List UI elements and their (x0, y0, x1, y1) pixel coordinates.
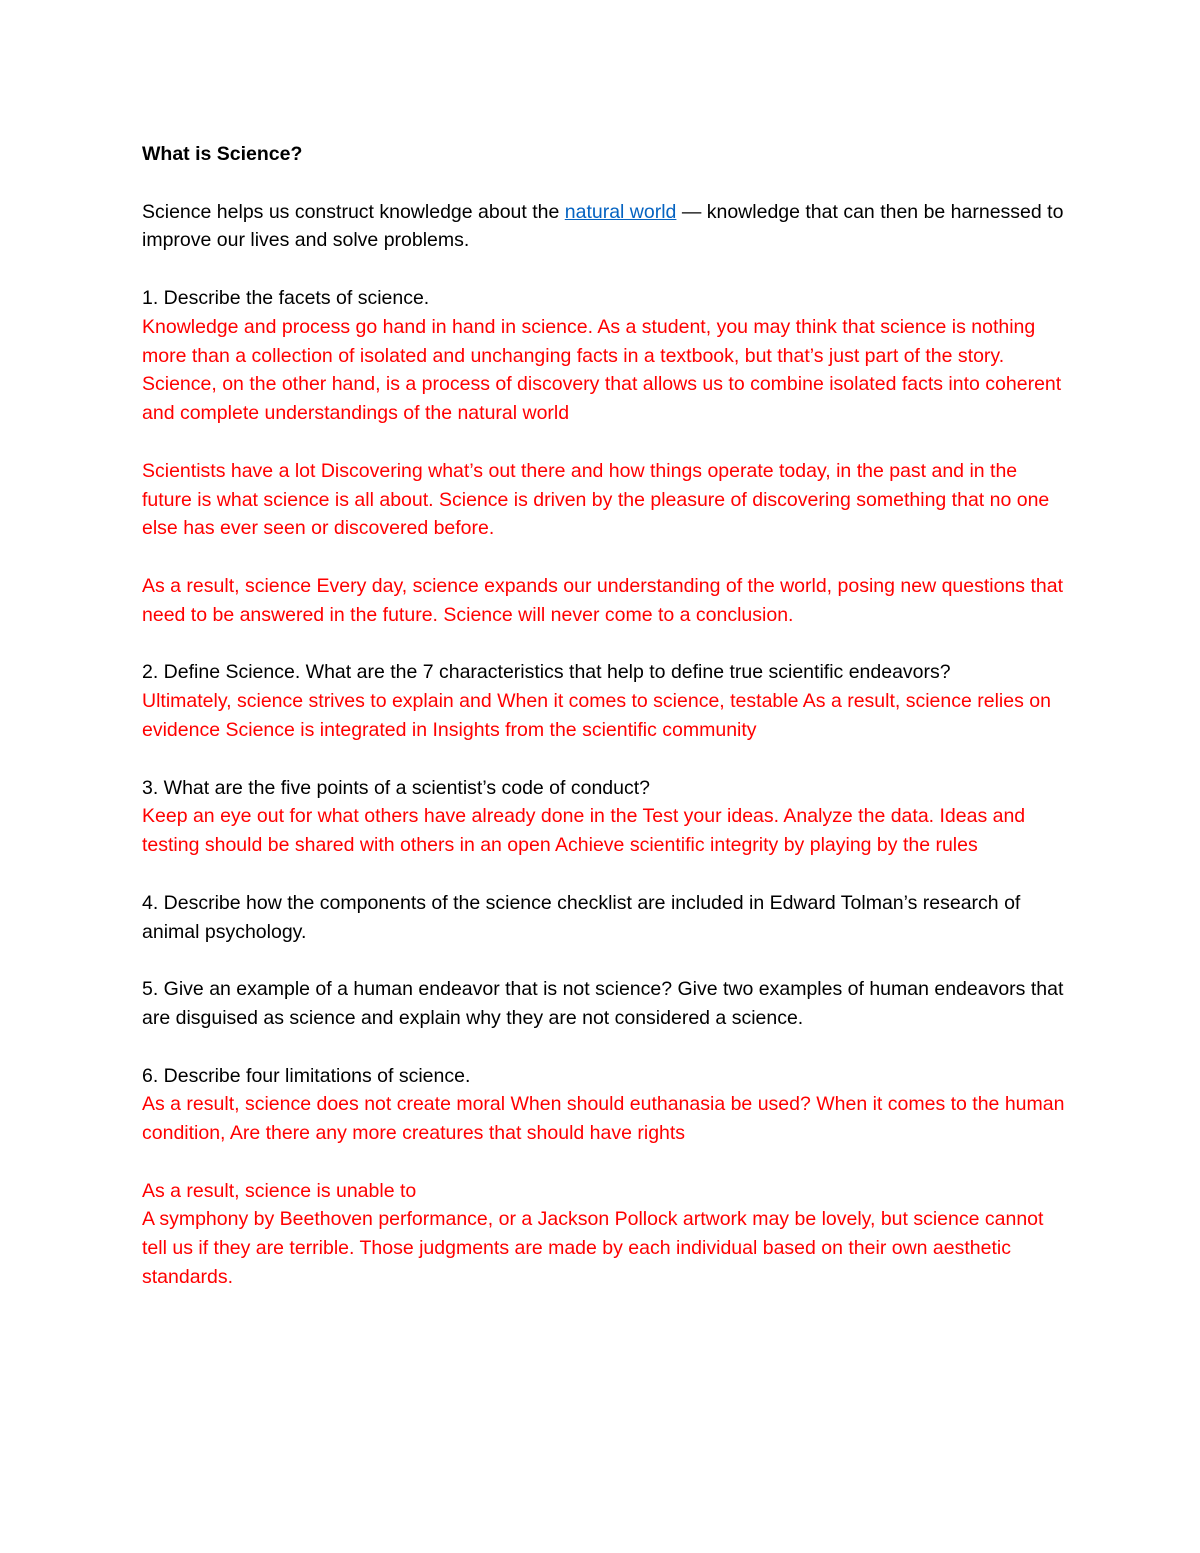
question-5: 5. Give an example of a human endeavor that is not science? Give two examples of human endeavors that are disguised as science and explain why they are not considered a science. (142, 978, 1064, 1029)
answer-1-paragraph-2: Scientists have a lot Discovering what’s out there and how things operate today, in the past and in the future is what science is all about. Science is driven by the pleasure of discovering something that no one else has ever seen or discovered before. (142, 459, 1050, 540)
question-4: 4. Describe how the components of the science checklist are included in Edward Tolman’s research of animal psychology. (142, 891, 1021, 943)
answer-1-paragraph-1: Knowledge and process go hand in hand in science. As a student, you may think that science is nothing more than a collection of isolated and unchanging facts in a textbook, but that’s just part of the story. Science, on the other hand, is a process of discovery that allows us to combine isolated facts into coherent and complete understandings of the natural world (142, 315, 1062, 425)
answer-6-paragraph-1: As a result, science does not create moral When should euthanasia be used? When it comes to the human condition, Are there any more creatures that should have rights (142, 1093, 1065, 1145)
answer-1-paragraph-3: As a result, science Every day, science expands our understanding of the world, posing new questions that need to be answered in the future. Science will never come to a conclusion. (142, 574, 1064, 626)
intro-paragraph (142, 198, 1072, 256)
document-body (142, 140, 1072, 1321)
natural-world-link[interactable]: natural world (564, 200, 677, 223)
question-1: 1. Describe the facets of science. (142, 286, 430, 309)
answer-3: Keep an eye out for what others have already done in the Test your ideas. Analyze the data. Ideas and testing should be shared with others in an open Achieve scientific integrity by playing by the rules (142, 805, 1026, 857)
intro-text-before-link: Science helps us construct knowledge about the (142, 200, 565, 223)
answer-2: Ultimately, science strives to explain and When it comes to science, testable As a result, science relies on evidence Science is integrated in Insights from the scientific community (142, 690, 1051, 741)
intro-text-after-link: — knowledge that can then be harnessed to improve our lives and solve problems. (142, 200, 1064, 252)
document-title: What is Science? (142, 143, 303, 165)
question-6: 6. Describe four limitations of science. (142, 1064, 471, 1087)
answer-6-paragraph-2-line-1: As a result, science is unable to (142, 1179, 417, 1202)
question-2: 2. Define Science. What are the 7 characteristics that help to define true scientific endeavors? (142, 661, 951, 684)
question-3: 3. What are the five points of a scientist’s code of conduct? (142, 776, 651, 799)
answer-6-paragraph-2-line-2: A symphony by Beethoven performance, or a Jackson Pollock artwork may be lovely, but science cannot tell us if they are terrible. Those judgments are made by each individual based on their own aesthetic standards. (142, 1208, 1044, 1289)
